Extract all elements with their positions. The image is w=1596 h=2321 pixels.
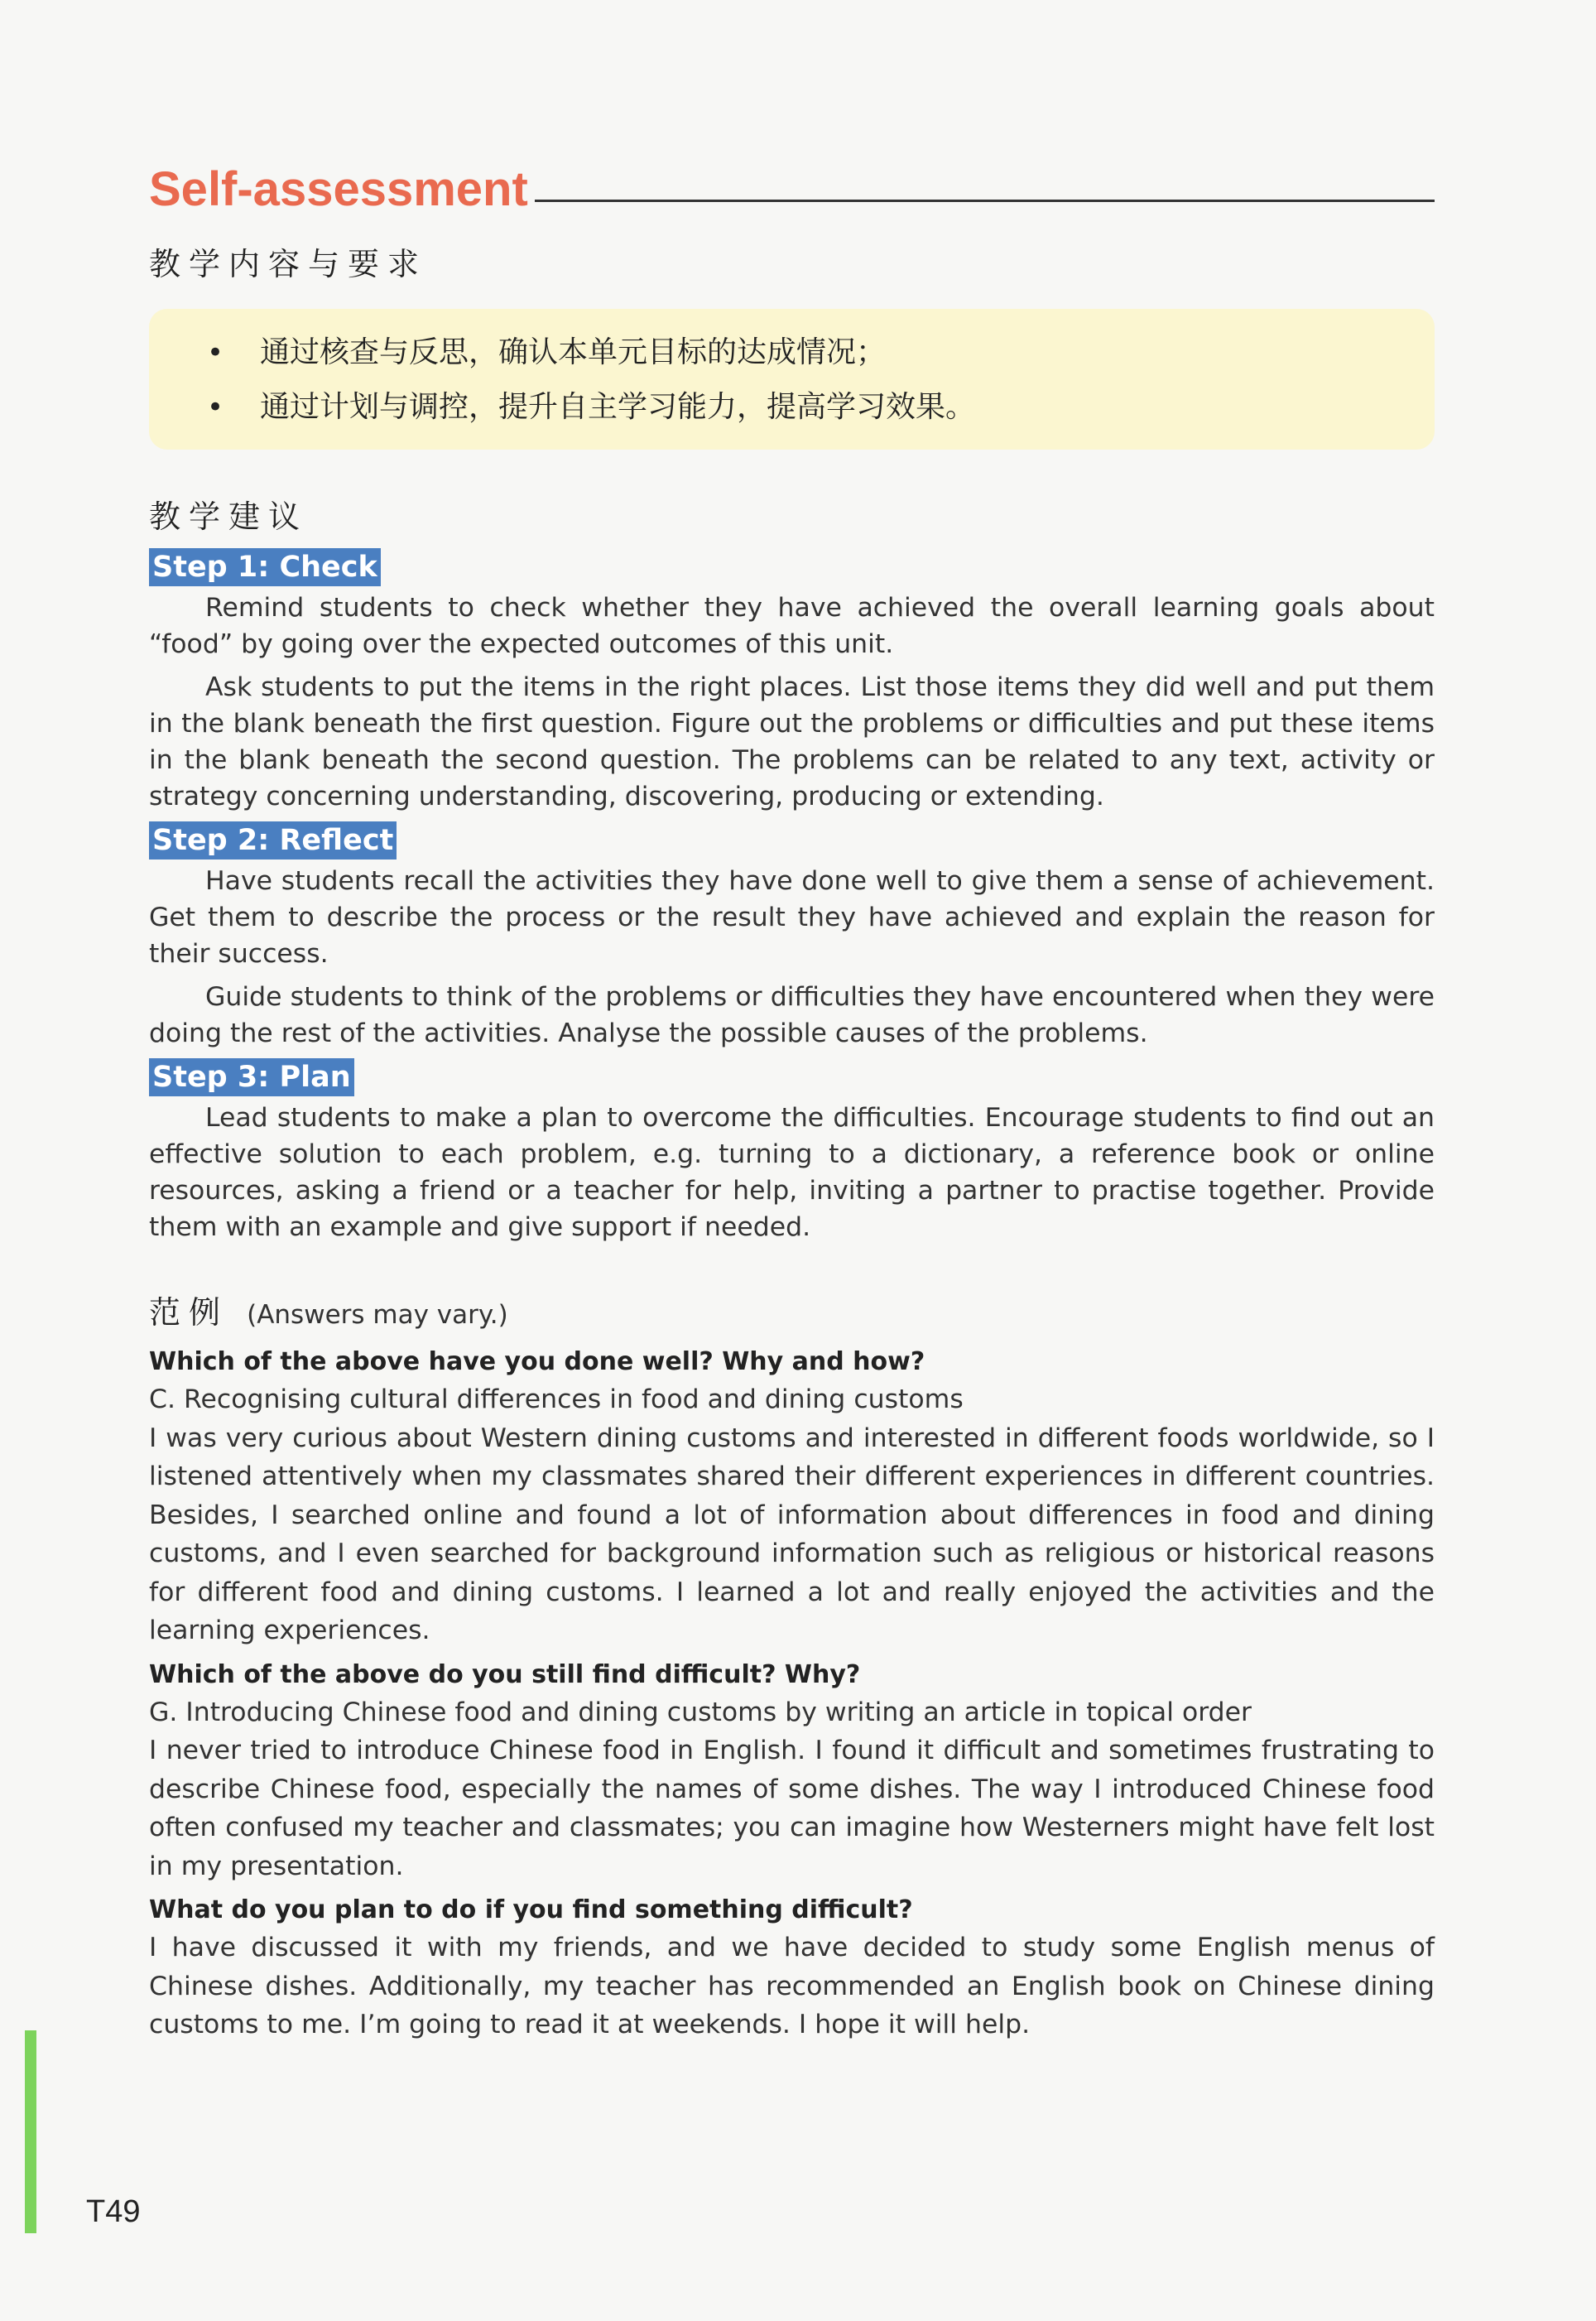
example-heading: [149, 1287, 1435, 1332]
example-answer: I never tried to introduce Chinese food in English. I found it difficult and sometimes frustrating to describe Chinese food, especially the names of some dishes. The way I introduced Chinese food often confused my teacher and classmates; you can imagine how Westerners might have felt lost in my presentation.: [149, 1736, 1435, 1881]
step-2-paragraph: Guide students to think of the problems or difficulties they have encountered when they were doing the rest of the activities. Analyse the possible causes of the problems.: [149, 982, 1435, 1048]
step-3-label: Step 3: Plan: [149, 1058, 354, 1096]
step-2-label: Step 2: Reflect: [149, 821, 397, 860]
example-question: What do you plan to do if you find something difficult?: [149, 1895, 913, 1924]
example-heading-label: 范例: [149, 1294, 229, 1331]
example-question: Which of the above have you done well? Why and how?: [149, 1347, 925, 1376]
suggestions-heading: 教学建议: [149, 498, 309, 535]
goal-item: • 通过核查与反思，确认本单元目标的达成情况；: [207, 325, 1410, 380]
section-title: Self-assessment: [149, 162, 528, 216]
step-1-label: Step 1: Check: [149, 548, 381, 586]
goal-item: • 通过计划与调控，提升自主学习能力，提高学习效果。: [207, 380, 1410, 435]
goals-box: [149, 309, 1435, 450]
goals-list: [207, 325, 1410, 435]
step-3-paragraph: Lead students to make a plan to overcome the difficulties. Encourage students to find out an effective solution to each problem, e.g. turning to a dictionary, a reference book or online resources, asking a friend or a teacher for help, inviting a partner to practise together. Provide them with an example and give support if needed.: [149, 1103, 1435, 1242]
content: [149, 157, 1435, 2044]
step-1-paragraph: Ask students to put the items in the right places. List those items they did well and put them in the blank beneath the first question. Figure out the problems or difficulties and put these items in the blank beneath the second question. The problems can be related to any text, activity or strategy concerning understanding, discovering, producing or extending.: [149, 672, 1435, 811]
page-number: T49: [86, 2194, 141, 2229]
section-title-row: [149, 157, 1435, 214]
example-question: Which of the above do you still find difficult? Why?: [149, 1659, 861, 1689]
step-2-paragraph: Have students recall the activities they have done well to give them a sense of achievement. Get them to describe the process or the result they have achieved and explain the reason for their success.: [149, 866, 1435, 969]
example-note: (Answers may vary.): [247, 1300, 508, 1330]
step-1-paragraph: Remind students to check whether they have achieved the overall learning goals about “food” by going over the expected outcomes of this unit.: [149, 593, 1435, 659]
example-answer: C. Recognising cultural differences in food and dining customs: [149, 1384, 964, 1414]
title-rule: [535, 200, 1435, 202]
sidebar-accent-bar: [25, 2030, 36, 2233]
example-answer: G. Introducing Chinese food and dining customs by writing an article in topical order: [149, 1697, 1252, 1727]
requirements-heading: 教学内容与要求: [149, 246, 428, 282]
example-answer: I was very curious about Western dining customs and interested in different foods worldwide, so I listened attentively when my classmates shared their different experiences in different countries. Besides, I searched online and found a lot of information about differences in food and dining customs, and I even searched for background information such as religious or historical reasons for different food and dining customs. I learned a lot and really enjoyed the activities and the learning experiences.: [149, 1423, 1435, 1645]
example-answer: I have discussed it with my friends, and we have decided to study some English menus of Chinese dishes. Additionally, my teacher has recommended an English book on Chinese dining customs to me. I’m going to read it at weekends. I hope it will help.: [149, 1933, 1435, 2039]
